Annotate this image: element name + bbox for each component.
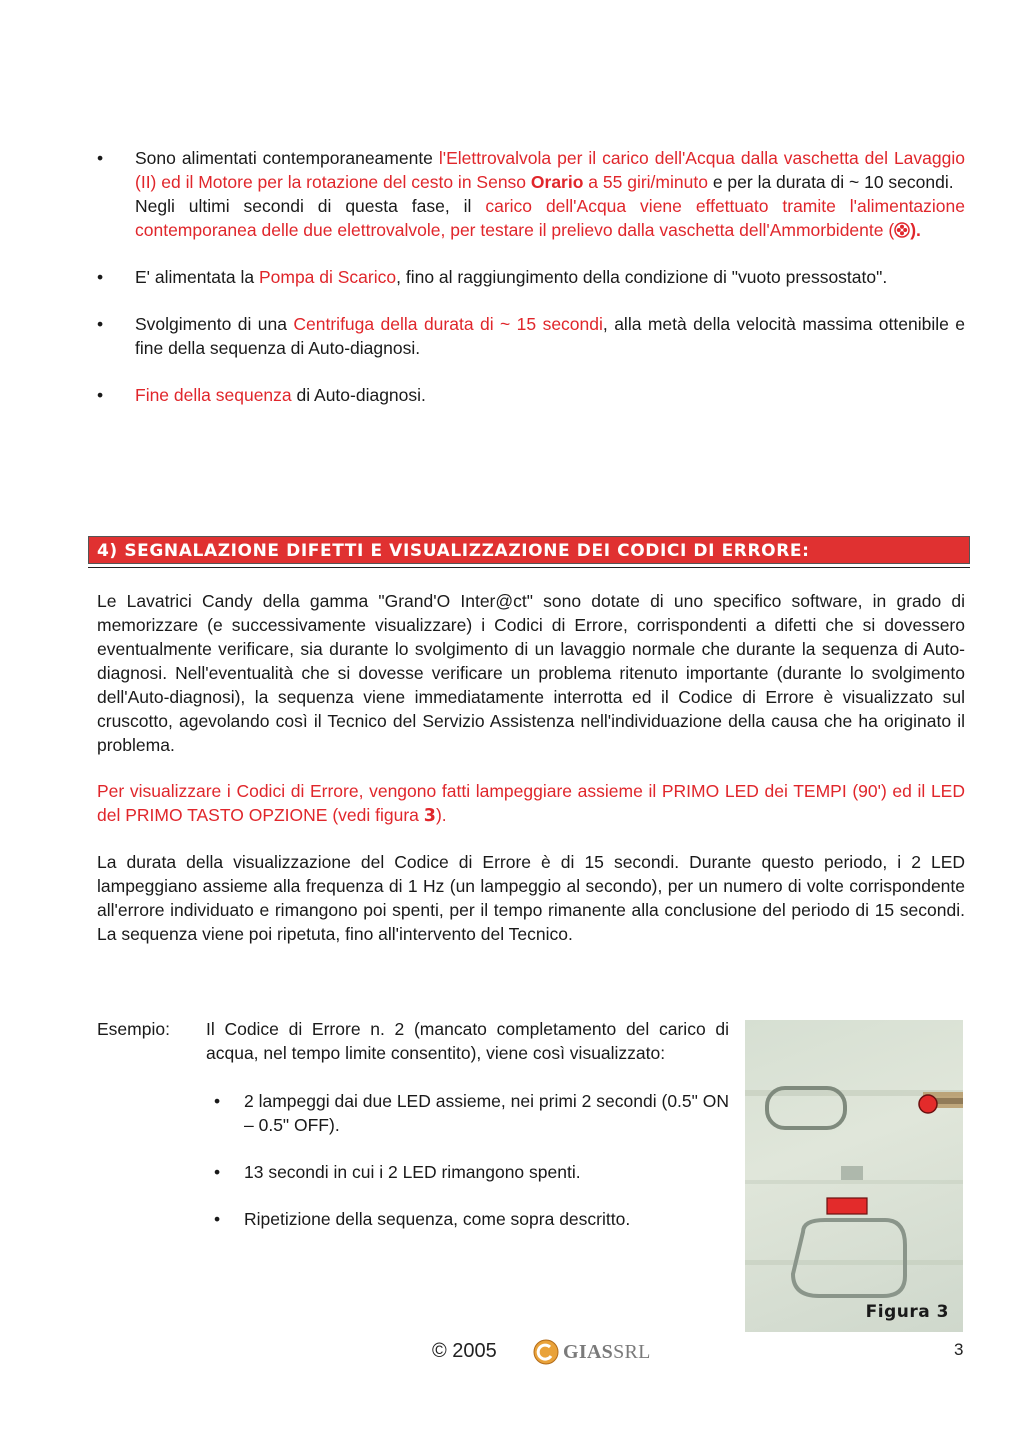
section-heading — [88, 536, 970, 564]
bullet-item: • Sono alimentati contemporaneamente l'Elettrovalvola per il carico dell'Acqua dalla vaschetta del Lavaggio (II) ed il Motore per la rotazione del cesto in Senso Orario a 55 giri/minuto e per la durata di ~ 10 secondi. Negli ultimi secondi di questa fase, il carico dell'Acqua viene effettuato tramite l'alimentazione contemporanea delle due elettrovalvole, per testare il prelievo dalla vaschetta dell'Ammorbidente ( ). — [97, 148, 965, 240]
page-footer — [0, 1335, 1024, 1375]
bullet-item: • E' alimentata la Pompa di Scarico, fino al raggiungimento della condizione di "vuoto pressostato". — [97, 267, 888, 287]
bullet-dot: • — [97, 385, 104, 405]
section-title: 4) SEGNALAZIONE DIFETTI E VISUALIZZAZIONE DEI CODICI DI ERRORE: — [97, 541, 810, 561]
section-body — [97, 589, 965, 968]
option-led-marker — [827, 1198, 867, 1214]
bullet-dot: • — [97, 314, 104, 334]
bullet-dot: • — [97, 267, 104, 287]
procedure-bullet-list — [97, 146, 965, 430]
figure-3-control-panel-photo — [745, 1020, 963, 1332]
figure-caption: Figura 3 — [865, 1302, 949, 1322]
section-divider — [88, 567, 970, 568]
program-button-outline — [793, 1220, 905, 1296]
bullet-dot: • — [214, 1209, 221, 1229]
paragraph: Le Lavatrici Candy della gamma "Grand'O Inter@ct" sono dotate di uno specifico software, in grado di memorizzare (e successivamente visualizzare) i Codici di Errore, corrispondenti a difetti che si dovessero eventualmente verificare, sia durante lo svolgimento di un lavaggio normale che durante la sequenza di Auto-diagnosi. Nell'eventualità che si dovesse verificare un problema ritenuto importante (durante lo svolgimento dell'Auto-diagnosi), la sequenza viene immediatamente interrotta ed il Codice di Errore è visualizzato sul cruscotto, agevolando così il Tecnico del Servizio Assistenza nell'individuazione della causa che ha originato il problema. — [97, 591, 965, 755]
softener-flower-icon — [894, 222, 910, 238]
example-list-item: • Ripetizione della sequenza, come sopra descritto. — [214, 1209, 631, 1229]
bullet-dot: • — [97, 148, 104, 168]
paragraph: La durata della visualizzazione del Codice di Errore è di 15 secondi. Durante questo periodo, i 2 LED lampeggiano assieme alla frequenza di 1 Hz (un lampeggio al secondo), per un numero di volte corrispondente all'errore individuato e rimangono poi spenti, per il tempo rimanente alla conclusione del periodo di 15 secondi. La sequenza viene poi ripetuta, fino all'intervento del Tecnico. — [97, 852, 965, 944]
paragraph: Per visualizzare i Codici di Errore, vengono fatti lampeggiare assieme il PRIMO LED dei TEMPI (90') ed il LED del PRIMO TASTO OPZIONE (vedi figura 3). — [97, 781, 965, 826]
copyright-text: © 2005 — [432, 1340, 497, 1362]
example-label: Esempio: — [97, 1019, 170, 1039]
example-list — [206, 1089, 729, 1231]
time-led-marker — [919, 1095, 937, 1113]
gias-logo-wordmark: GIASSRL — [563, 1341, 651, 1363]
bullet-item: • Svolgimento di una Centrifuga della durata di ~ 15 secondi, alla metà della velocità massima ottenibile e fine della sequenza di Auto-diagnosi. — [97, 314, 965, 358]
bullet-dot: • — [214, 1091, 221, 1111]
gias-logo-icon — [532, 1338, 560, 1366]
example-intro: Il Codice di Errore n. 2 (mancato completamento del carico di acqua, nel tempo limite consentito), viene così visualizzato: — [206, 1019, 729, 1063]
page-number: 3 — [954, 1340, 964, 1359]
example-content — [206, 1017, 729, 1254]
bullet-item: • Fine della sequenza di Auto-diagnosi. — [97, 385, 426, 405]
example-list-item: • 13 secondi in cui i 2 LED rimangono spenti. — [214, 1162, 581, 1182]
control-panel-illustration — [745, 1020, 963, 1332]
bullet-dot: • — [214, 1162, 221, 1182]
example-list-item: • 2 lampeggi dai due LED assieme, nei primi 2 secondi (0.5" ON – 0.5" OFF). — [214, 1091, 729, 1135]
